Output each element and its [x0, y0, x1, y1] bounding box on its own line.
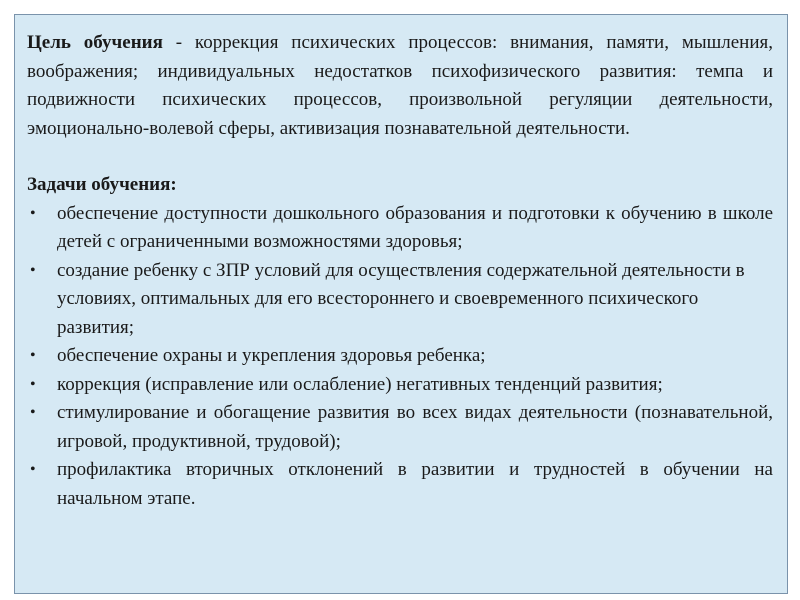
tasks-title: Задачи обучения:	[27, 174, 177, 195]
goal-label: Цель обучения	[27, 32, 163, 53]
list-item-text: создание ребенку с ЗПР условий для осуществления содержательной деятельности в условиях, оптимальных для его всестороннего и своевременного психического развития;	[57, 259, 745, 338]
content-panel	[14, 14, 788, 594]
list-item	[27, 342, 773, 371]
bullet-icon: •	[30, 375, 36, 393]
list-item-text: стимулирование и обогащение развития во всех видах деятельности (познавательной, игровой, продуктивной, трудовой);	[57, 402, 773, 452]
list-item-text: профилактика вторичных отклонений в развитии и трудностей в обучении на начальном этапе.	[57, 459, 773, 509]
list-item	[27, 399, 773, 456]
list-item-text: коррекция (исправление или ослабление) негативных тенденций развития;	[57, 373, 663, 395]
bullet-icon: •	[30, 404, 36, 421]
list-item-text: обеспечение доступности дошкольного образования и подготовки к обучению в школе детей с ограниченными возможностями здоровья;	[57, 202, 773, 252]
tasks-list	[27, 200, 773, 514]
bullet-icon: •	[30, 261, 36, 279]
goal-paragraph	[27, 29, 773, 143]
bullet-icon: •	[30, 461, 36, 478]
slide-text	[27, 29, 773, 513]
list-item	[27, 200, 773, 257]
goal-text: коррекция психических процессов: внимания, памяти, мышления, воображения; индивидуальных недостатков психофизического развития: темпа и подвижности психических процессов, произвольной регуляции деятельности, эмоционально-волевой сферы, активизация познавательной деятельности.	[27, 32, 773, 139]
list-item	[27, 371, 773, 400]
list-item-text: обеспечение охраны и укрепления здоровья ребенка;	[57, 345, 486, 366]
bullet-icon: •	[30, 204, 36, 222]
list-item	[27, 456, 773, 513]
goal-dash: -	[162, 32, 195, 53]
bullet-icon: •	[30, 347, 36, 364]
list-item	[27, 257, 773, 343]
